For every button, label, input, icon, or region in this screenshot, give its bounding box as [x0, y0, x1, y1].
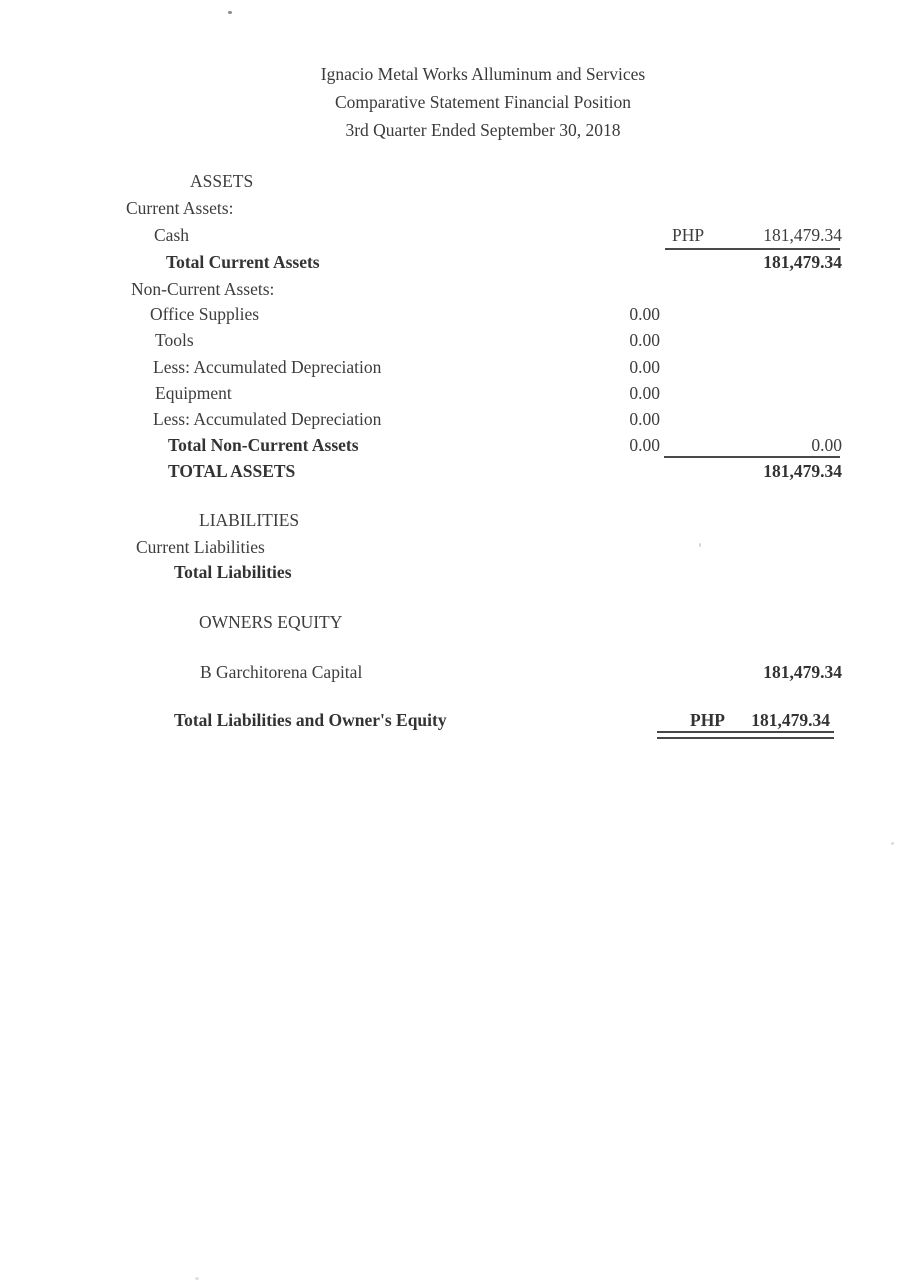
statement-period: 3rd Quarter Ended September 30, 2018	[345, 120, 621, 140]
accumulated-depreciation-label-2: Less: Accumulated Depreciation	[153, 409, 382, 429]
owners-equity-section-heading: OWNERS EQUITY	[199, 612, 343, 632]
total-noncurrent-assets-label: Total Non-Current Assets	[168, 435, 359, 455]
total-current-assets-label: Total Current Assets	[166, 252, 320, 272]
tools-label: Tools	[155, 330, 194, 350]
current-liabilities-row	[0, 536, 909, 559]
total-liabilities-label: Total Liabilities	[174, 562, 292, 582]
cash-value	[672, 224, 842, 247]
total-noncurrent-assets-mid-amount: 0.00	[629, 435, 660, 455]
total-assets-label: TOTAL ASSETS	[168, 461, 296, 481]
noncurrent-assets-header-row	[0, 278, 909, 301]
liabilities-section-heading: LIABILITIES	[199, 510, 300, 530]
capital-amount: 181,479.34	[763, 662, 842, 682]
cash-currency: PHP	[672, 225, 705, 245]
total-noncurrent-assets-row	[0, 434, 909, 457]
tools-row	[0, 329, 909, 352]
equipment-amount: 0.00	[629, 383, 660, 403]
statement-title: Comparative Statement Financial Position	[335, 92, 631, 112]
total-assets-amount: 181,479.34	[763, 461, 842, 481]
office-supplies-row	[0, 303, 909, 326]
accumulated-depreciation-amount-2: 0.00	[629, 409, 660, 429]
current-assets-header-row	[0, 197, 909, 220]
capital-label: B Garchitorena Capital	[200, 662, 363, 682]
total-current-assets-amount: 181,479.34	[763, 252, 842, 272]
total-liabilities-equity-amount: 181,479.34	[751, 710, 830, 730]
scan-artifact-dot	[195, 1277, 199, 1280]
noncurrent-assets-heading: Non-Current Assets:	[131, 279, 275, 299]
current-assets-heading: Current Assets:	[126, 198, 234, 218]
current-liabilities-label: Current Liabilities	[136, 537, 265, 557]
accumulated-depreciation-label-1: Less: Accumulated Depreciation	[153, 357, 382, 377]
office-supplies-label: Office Supplies	[150, 304, 260, 324]
total-liabilities-equity-row	[0, 709, 909, 732]
document-header	[57, 60, 909, 144]
total-liabilities-equity-label: Total Liabilities and Owner's Equity	[174, 710, 447, 730]
cash-label: Cash	[154, 225, 189, 245]
owners-equity-section-row	[0, 611, 909, 634]
company-name: Ignacio Metal Works Alluminum and Services	[320, 64, 646, 84]
equipment-label: Equipment	[155, 383, 232, 403]
total-liabilities-row	[0, 561, 909, 584]
total-current-assets-row	[0, 251, 909, 274]
capital-row	[0, 661, 909, 684]
single-rule-under-total-noncurrent	[664, 456, 840, 458]
cash-row	[0, 224, 909, 247]
cash-amount: 181,479.34	[763, 225, 842, 245]
scan-artifact-dot	[891, 842, 894, 845]
total-liabilities-equity-value	[690, 709, 830, 732]
liabilities-section-row	[0, 509, 909, 532]
accumulated-depreciation-row-1	[0, 356, 909, 379]
assets-section-heading: ASSETS	[190, 171, 254, 191]
double-rule-under-grand-total	[657, 731, 834, 739]
equipment-row	[0, 382, 909, 405]
accumulated-depreciation-row-2	[0, 408, 909, 431]
scan-artifact-dot	[228, 11, 232, 14]
total-assets-row	[0, 460, 909, 483]
assets-section-row	[0, 170, 909, 193]
single-rule-under-cash	[665, 248, 840, 250]
office-supplies-amount: 0.00	[629, 304, 660, 324]
total-noncurrent-assets-amount: 0.00	[811, 435, 842, 455]
tools-amount: 0.00	[629, 330, 660, 350]
total-liabilities-equity-currency: PHP	[690, 710, 725, 730]
accumulated-depreciation-amount-1: 0.00	[629, 357, 660, 377]
